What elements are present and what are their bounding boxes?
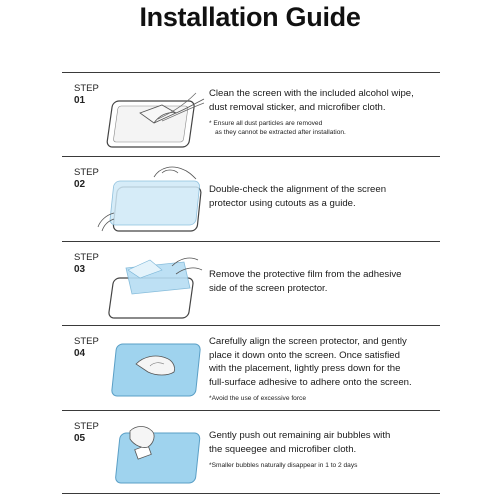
step-label: STEP 03 <box>74 252 99 275</box>
remove-film-illustration <box>92 248 212 320</box>
step-label: STEP 01 <box>74 83 99 106</box>
step-label: STEP 05 <box>74 421 99 444</box>
alignment-check-illustration <box>92 163 212 235</box>
step-number: 01 <box>74 95 86 106</box>
step-note: * Ensure all dust particles are removed as they cannot be extracted after installation. <box>209 120 346 136</box>
step-description: Double-check the alignment of the screen protector using cutouts as a guide. <box>209 184 387 209</box>
wipe-screen-illustration <box>92 79 212 151</box>
place-protector-illustration <box>92 332 212 404</box>
step-description: Clean the screen with the included alcohol wipe, dust removal sticker, and microfiber cloth. <box>209 88 414 113</box>
step-05 <box>62 410 440 494</box>
step-note: *Avoid the use of excessive force <box>209 395 307 402</box>
step-number: 05 <box>74 433 86 444</box>
step-description: Gently push out remaining air bubbles with the squeegee and microfiber cloth. <box>209 430 391 455</box>
step-note: *Smaller bubbles naturally disappear in 1 to 2 days <box>209 462 358 469</box>
step-02 <box>62 156 440 240</box>
step-01 <box>62 72 440 156</box>
step-04 <box>62 325 440 409</box>
page-title: Installation Guide <box>139 2 361 32</box>
step-description: Remove the protective film from the adhesive side of the screen protector. <box>209 269 402 294</box>
step-label: STEP 04 <box>74 336 99 359</box>
step-03 <box>62 241 440 325</box>
step-number: 02 <box>74 179 86 190</box>
step-number: 04 <box>74 348 86 359</box>
squeegee-illustration <box>92 417 212 489</box>
step-label: STEP 02 <box>74 167 99 190</box>
step-description: Carefully align the screen protector, and gently place it down onto the screen. Once satisfied with the placement, lightly press down for the full-surface adhesive to adhere onto the screen. <box>209 336 412 388</box>
step-number: 03 <box>74 264 86 275</box>
bottom-divider <box>62 493 440 494</box>
